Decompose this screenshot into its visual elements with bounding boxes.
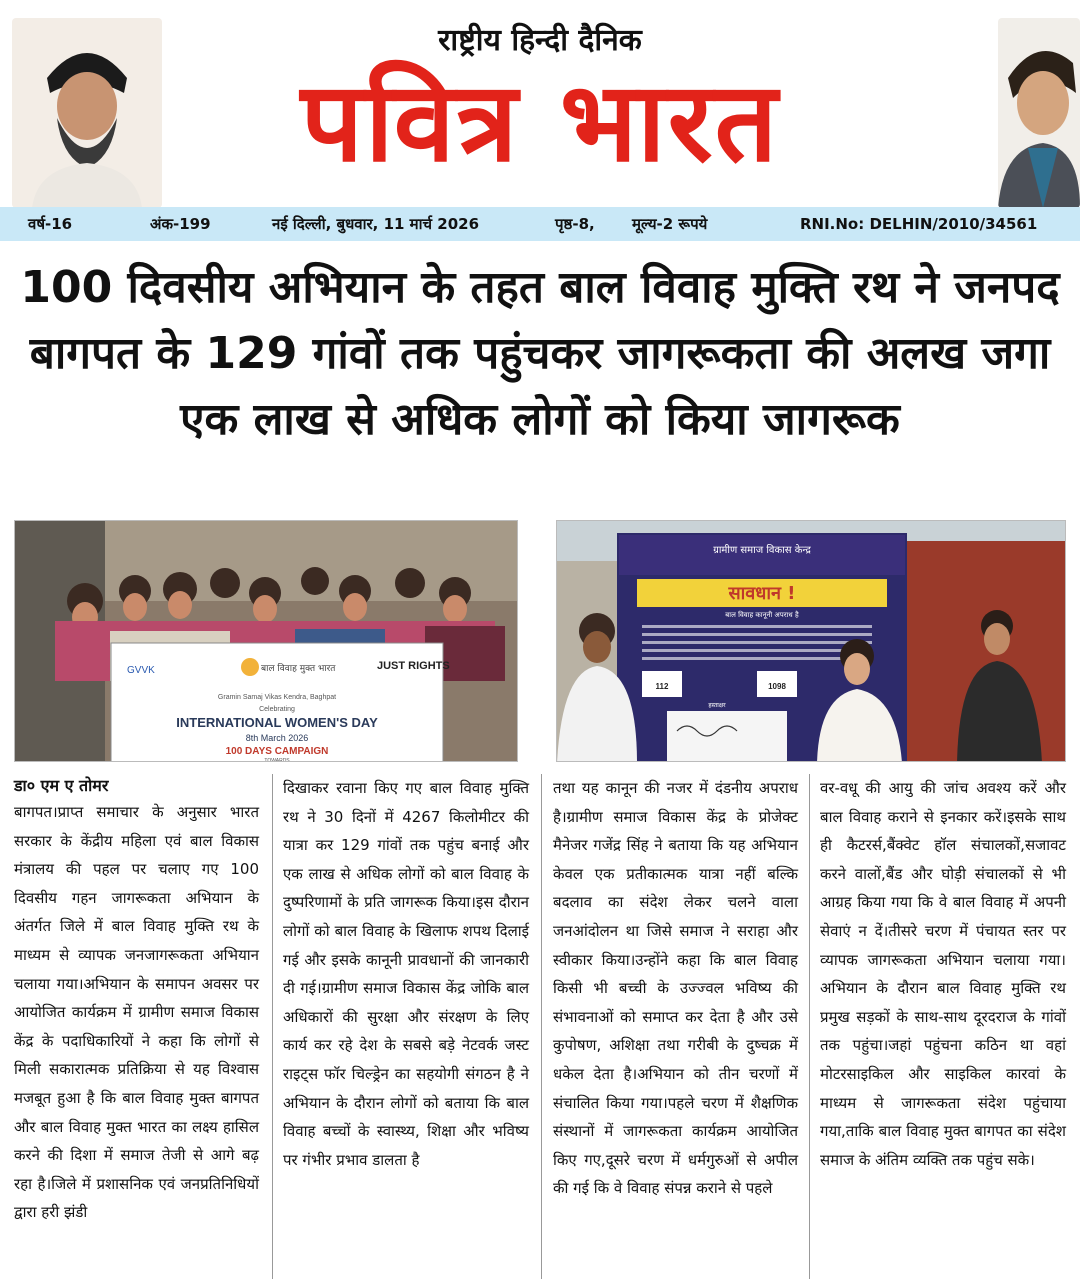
newspaper-name: पवित्र भारत	[300, 58, 780, 186]
article-column-4: वर-वधू की आयु की जांच अवश्य करें और बाल विवाह कराने से इनकार करें।इसके साथ ही कैटरर्स,बैंक्वेट हॉल संचालकों,सजावट करने वालों,बैंड और घोड़ी संचालकों से भी आग्रह किया गया कि वे बाल विवाह में अपनी सेवाएं न दें।तीसरे चरण में पंचायत स्तर पर व्यापक जागरूकता अभियान चलाया गया।अभियान के दौरान बाल विवाह मुक्ति रथ प्रमुख सड़कों के साथ-साथ दूरदराज के गांवों तक पहुंचा।जहां पहुंचना कठिन था वहां मोटरसाइकिल और साइकिल कारवां के माध्यम से जागरूकता संदेश पहुंचाया गया,ताकि बाल विवाह मुक्त बागपत का संदेश समाज के अंतिम व्यक्ति तक पहुंच सके।	[820, 779, 1066, 1169]
headline: 100 दिवसीय अभियान के तहत बाल विवाह मुक्ति रथ ने जनपद बागपत के 129 गांवों तक पहुंचकर जागरूकता की अलख जगा एक लाख से अधिक लोगों को किया जागरूक	[20, 262, 1060, 445]
byline: डा० एम ए तोमर	[14, 776, 109, 795]
article-column-1: बागपत।प्राप्त समाचार के अनुसार भारत सरकार के केंद्रीय महिला एवं बाल विकास मंत्रालय की पहल पर चलाए गए 100 दिवसीय गहन जागरूकता अभियान के अंतर्गत जिले में बाल विवाह मुक्ति रथ के माध्यम से व्यापक जनजागरूकता अभियान चलाया गया।अभियान के समापन अवसर पर आयोजित कार्यक्रम में ग्रामीण समाज विकास केंद्र के पदाधिकारियों ने कहा कि लोगों से मिली सकारात्मक प्रतिक्रिया से यह विश्वास मजबूत हुआ है कि बाल विवाह मुक्त बागपत और बाल विवाह मुक्त भारत का लक्ष्य हासिल करने की दिशा में समाज तेजी से आगे बढ़ रहा है।जिले में प्रशासनिक एवं जनप्रतिनिधियों द्वारा हरी झंडी	[14, 803, 259, 1222]
banner-towards: TOWARDS	[264, 758, 290, 762]
rally-image	[15, 521, 518, 762]
banner-logo-just-rights: JUST RIGHTS	[377, 660, 450, 672]
photo-awareness-board	[556, 520, 1066, 762]
banner-org: Gramin Samaj Vikas Kendra, Baghpat	[217, 694, 337, 701]
board-title: सावधान !	[728, 583, 796, 604]
banner-date: 8th March 2026	[245, 733, 309, 743]
tagline: राष्ट्रीय हिन्दी दैनिक	[438, 23, 642, 58]
board-header: ग्रामीण समाज विकास केन्द्र	[713, 545, 811, 556]
year-label: वर्ष-16	[28, 215, 73, 233]
info-bar	[0, 207, 1080, 241]
rni-label: RNI.No: DELHIN/2010/34561	[800, 215, 1038, 233]
helpline-1: 112	[655, 682, 669, 691]
board-subtitle: बाल विवाह कानूनी अपराध है	[725, 611, 799, 619]
banner-logo-bvmb: बाल विवाह मुक्त भारत	[261, 664, 336, 674]
banner-celebrating: Celebrating	[259, 706, 295, 713]
masthead	[0, 0, 1080, 245]
column-divider	[809, 774, 810, 1279]
banner-logo-gvvk: GVVK	[127, 665, 155, 676]
pages-label: पृष्ठ-8,	[555, 215, 595, 233]
column-divider	[541, 774, 542, 1279]
helpline-2: 1098	[768, 682, 786, 691]
board-image	[557, 521, 1066, 762]
article-column-3: तथा यह कानून की नजर में दंडनीय अपराध है।ग्रामीण समाज विकास केंद्र के प्रोजेक्ट मैनेजर गजेंद्र सिंह ने बताया कि यह अभियान केवल एक प्रतीकात्मक यात्रा नहीं बल्कि बदलाव का संदेश लेकर चलने वाला जनआंदोलन था जिसे समाज ने सराहा और स्वीकार किया।उन्होंने कहा कि बाल विवाह किसी भी बच्ची के उज्ज्वल भविष्य की संभावनाओं को समाप्त कर देता है और उसे कुपोषण, अशिक्षा तथा गरीबी के दुष्चक्र में धकेल देता है।अभियान को तीन चरणों में संचालित किया गया।पहले चरण में शैक्षणिक संस्थानों में जागरूकता कार्यक्रम आयोजित किए गए,दूसरे चरण में धर्मगुरुओं से अपील की गई कि वे विवाह संपन्न कराने से पहले	[553, 779, 798, 1198]
place-date-label: नई दिल्ली, बुधवार, 11 मार्च 2026	[272, 215, 480, 233]
issue-label: अंक-199	[150, 215, 211, 233]
banner-title: INTERNATIONAL WOMEN'S DAY	[176, 715, 378, 730]
column-divider	[272, 774, 273, 1279]
article-column-2: दिखाकर रवाना किए गए बाल विवाह मुक्ति रथ ने 30 दिनों में 4267 किलोमीटर की यात्रा कर 129 गांवों तक पहुंच बनाई और एक लाख से अधिक लोगों को बाल विवाह के दुष्परिणामों के प्रति जागरूक किया।इस दौरान लोगों को बाल विवाह के खिलाफ शपथ दिलाई गई और इसके कानूनी प्रावधानों की जानकारी दी गई।ग्रामीण समाज विकास केंद्र जोकि बाल अधिकारों की सुरक्षा और संरक्षण के लिए कार्य कर रहे देश के सबसे बड़े नेटवर्क जस्ट राइट्स फॉर चिल्ड्रेन का सहयोगी संगठन है ने अभियान के दौरान लोगों को बताया कि बाल विवाह बच्चों के स्वास्थ्य, शिक्षा और भविष्य पर गंभीर प्रभाव डालता है	[283, 779, 529, 1169]
photo-rally	[14, 520, 518, 762]
banner-campaign: 100 DAYS CAMPAIGN	[225, 746, 329, 757]
board-sign-label: हस्ताक्षर	[708, 702, 726, 709]
price-label: मूल्य-2 रूपये	[632, 215, 708, 233]
